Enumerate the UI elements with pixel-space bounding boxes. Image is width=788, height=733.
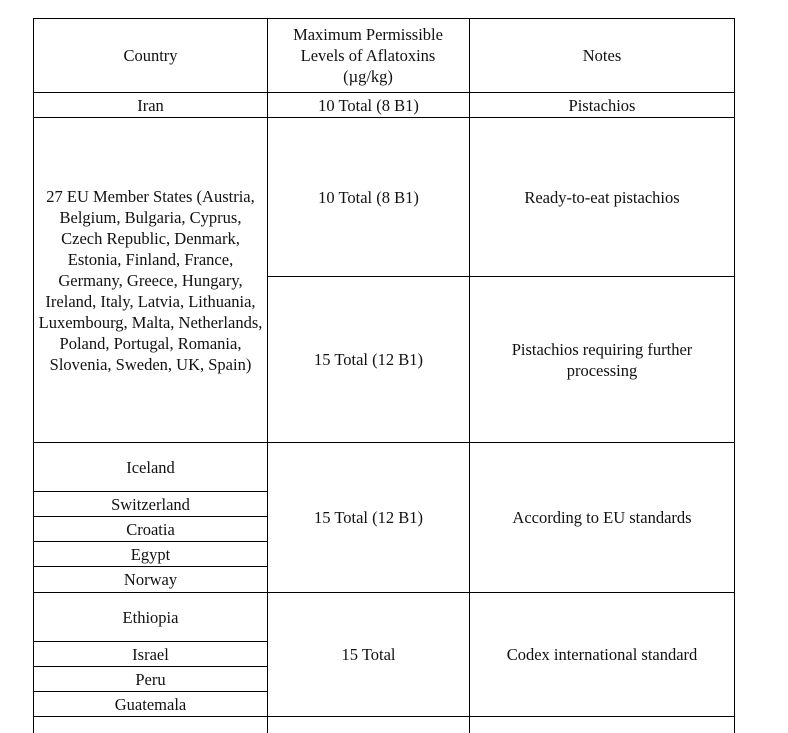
cell-level: 15 Total <box>341 645 396 664</box>
cell-country: Iceland <box>126 457 175 477</box>
cell-level: 15 Total (12 B1) <box>314 508 423 527</box>
cell-country: Israel <box>132 644 169 664</box>
cell-country: Ethiopia <box>122 607 179 627</box>
header-notes: Notes <box>582 46 622 65</box>
cell-country: Peru <box>135 669 166 689</box>
cell-note: Pistachios <box>568 95 636 115</box>
cell-note: According to EU standards <box>512 508 692 527</box>
cell-level: 15 Total (12 B1) <box>314 350 423 369</box>
cell-note: Codex international standard <box>506 645 698 664</box>
cell-country: Norway <box>123 570 178 589</box>
cell-country: Croatia <box>126 519 175 539</box>
header-country: Country <box>123 46 178 65</box>
cell-level: 10 Total (8 B1) <box>318 95 419 115</box>
header-levels: Maximum Permissible Levels of Aflatoxins (µg/kg) <box>293 25 443 86</box>
cell-note: Pistachios requiring further processing <box>511 339 693 380</box>
cell-country: Guatemala <box>114 694 187 714</box>
cell-note: Ready-to-eat pistachios <box>524 187 680 207</box>
cell-level: 10 Total (8 B1) <box>318 187 419 207</box>
row-divider <box>33 716 735 717</box>
table-border-right <box>734 18 735 733</box>
cell-country: 27 EU Member States (Austria, Belgium, Bulgaria, Cyprus, Czech Republic, Denmark, Estonia, Finland, France, Germany, Greece, Hungary, Ireland, Italy, Latvia, Lithuania, Luxembourg, Malta, Netherlands, Poland, Portugal, Romania, Slovenia, Sweden, UK, Spain) <box>38 186 263 374</box>
cell-country: Switzerland <box>111 494 190 514</box>
cell-country: Iran <box>137 95 164 115</box>
cell-country: Egypt <box>130 544 171 564</box>
